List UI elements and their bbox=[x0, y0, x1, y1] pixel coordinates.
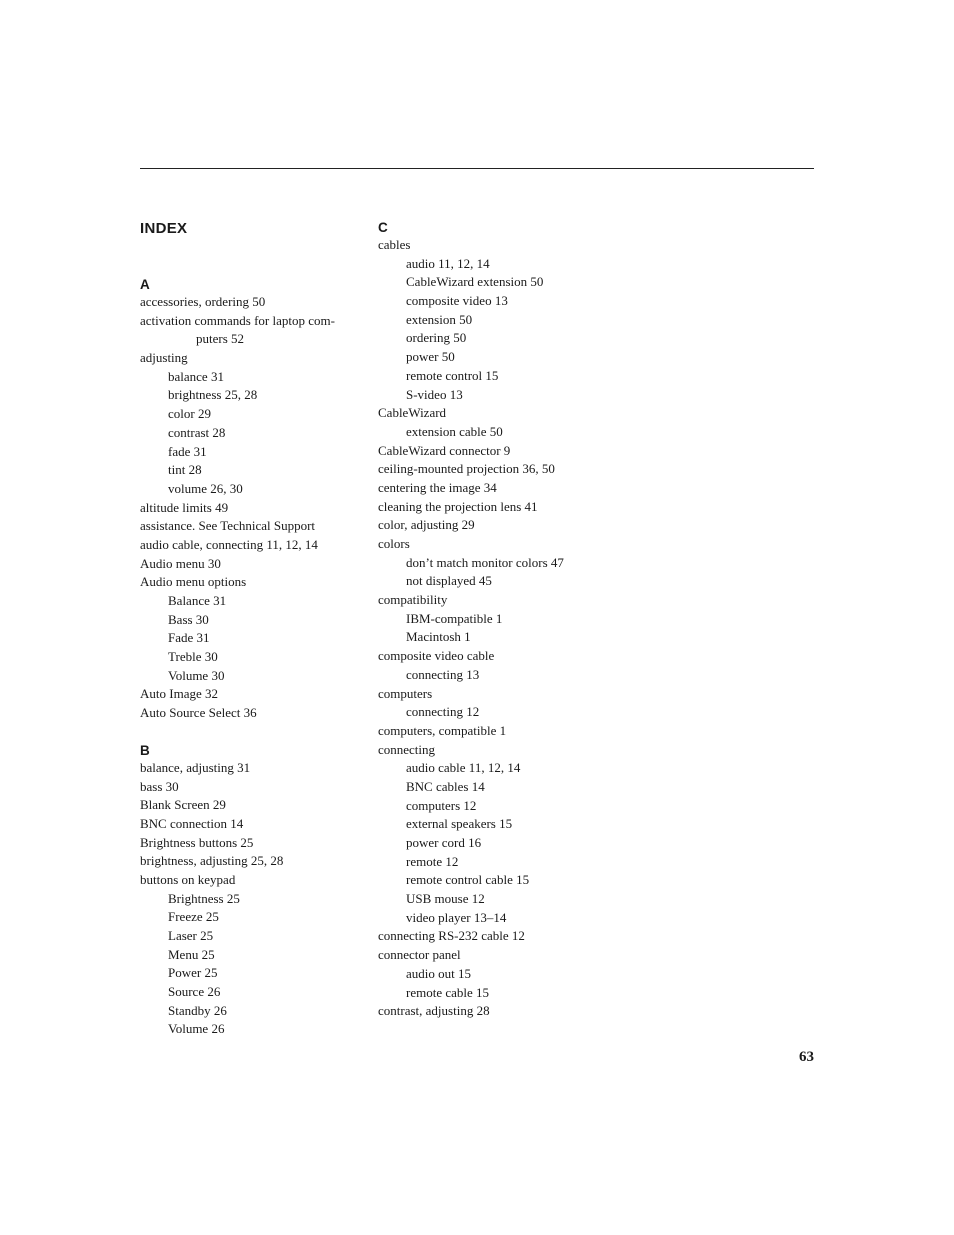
index-entry: balance, adjusting 31 bbox=[140, 759, 251, 775]
index-subentry: remote 12 bbox=[406, 853, 459, 869]
index-entry: composite video cable bbox=[378, 648, 495, 664]
index-subentry: Macintosh 1 bbox=[406, 629, 471, 645]
index-entry: audio cable, connecting 11, 12, 14 bbox=[140, 536, 318, 552]
index-subentry: don’t match monitor colors 47 bbox=[406, 554, 564, 570]
index-entry: Auto Image 32 bbox=[140, 686, 218, 702]
index-subentry: brightness 25, 28 bbox=[168, 387, 258, 403]
index-subentry: remote cable 15 bbox=[406, 984, 490, 1000]
index-subentry: ordering 50 bbox=[406, 330, 467, 346]
index-subentry: extension cable 50 bbox=[406, 423, 503, 439]
index-entry: Audio menu options bbox=[140, 574, 247, 590]
index-entry: color, adjusting 29 bbox=[378, 517, 475, 533]
index-column-right bbox=[378, 219, 608, 1021]
index-subentry: volume 26, 30 bbox=[168, 480, 243, 496]
index-subentry: Treble 30 bbox=[168, 649, 218, 665]
index-entry: Audio menu 30 bbox=[140, 555, 221, 571]
index-entry: computers, compatible 1 bbox=[378, 722, 507, 738]
index-subentry: video player 13–14 bbox=[406, 909, 507, 925]
index-subentry: Balance 31 bbox=[168, 593, 227, 608]
index-section-b bbox=[140, 742, 370, 1039]
index-subentry: USB mouse 12 bbox=[406, 891, 485, 907]
index-subentry: audio cable 11, 12, 14 bbox=[406, 760, 521, 776]
index-entry: Brightness buttons 25 bbox=[140, 834, 254, 850]
index-subentry: Freeze 25 bbox=[168, 909, 219, 925]
index-entry: buttons on keypad bbox=[140, 871, 236, 887]
index-subentry: Volume 30 bbox=[168, 667, 225, 683]
section-letter: B bbox=[140, 742, 150, 758]
index-entry: altitude limits 49 bbox=[140, 499, 229, 515]
index-section-c bbox=[378, 219, 608, 1021]
index-subentry: puters 52 bbox=[196, 331, 245, 347]
index-subentry: extension 50 bbox=[406, 311, 473, 327]
index-entry: colors bbox=[378, 536, 410, 551]
index-subentry: computers 12 bbox=[406, 797, 477, 813]
index-subentry: power 50 bbox=[406, 349, 455, 365]
index-section-a bbox=[140, 276, 370, 723]
index-entry: CableWizard connector 9 bbox=[378, 442, 511, 458]
index-subentry: composite video 13 bbox=[406, 293, 508, 309]
index-subentry: tint 28 bbox=[168, 462, 202, 478]
index-subentry: BNC cables 14 bbox=[406, 778, 485, 794]
index-subentry: remote control cable 15 bbox=[406, 872, 530, 888]
index-subentry: power cord 16 bbox=[406, 835, 482, 850]
index-entry: compatibility bbox=[378, 592, 448, 608]
index-subentry: balance 31 bbox=[168, 368, 224, 384]
index-entry: centering the image 34 bbox=[378, 479, 497, 495]
index-subentry: Menu 25 bbox=[168, 946, 215, 962]
index-entry: cables bbox=[378, 237, 411, 252]
index-subentry: audio 11, 12, 14 bbox=[406, 255, 490, 271]
index-subentry: Fade 31 bbox=[168, 630, 210, 646]
index-entry: computers bbox=[378, 685, 433, 701]
index-entry: adjusting bbox=[140, 350, 188, 366]
index-subentry: Source 26 bbox=[168, 984, 221, 1000]
index-subentry: color 29 bbox=[168, 406, 211, 422]
index-subentry: not displayed 45 bbox=[406, 573, 492, 589]
index-entry: connector panel bbox=[378, 947, 461, 963]
index-entry: brightness, adjusting 25, 28 bbox=[140, 853, 284, 869]
index-entry: assistance. See Technical Support bbox=[140, 518, 316, 534]
index-subentry: CableWizard extension 50 bbox=[406, 274, 544, 290]
index-entry: connecting RS-232 cable 12 bbox=[378, 928, 525, 944]
index-entry: CableWizard bbox=[378, 405, 447, 421]
index-title: INDEX bbox=[140, 220, 188, 237]
index-entry: Blank Screen 29 bbox=[140, 797, 226, 813]
index-subentry: Power 25 bbox=[168, 965, 218, 981]
page-number: 63 bbox=[799, 1049, 814, 1065]
index-entry: connecting bbox=[378, 741, 436, 757]
index-subentry: Brightness 25 bbox=[168, 890, 240, 906]
index-subentry: audio out 15 bbox=[406, 965, 471, 981]
index-entry: contrast, adjusting 28 bbox=[378, 1003, 490, 1019]
index-subentry: contrast 28 bbox=[168, 424, 226, 440]
index-column-left bbox=[140, 276, 370, 1039]
index-entry: activation commands for laptop com- bbox=[140, 312, 335, 328]
section-letter: A bbox=[140, 277, 150, 292]
index-subentry: Volume 26 bbox=[168, 1021, 225, 1037]
index-entry: BNC connection 14 bbox=[140, 815, 244, 831]
index-entry: bass 30 bbox=[140, 778, 179, 794]
index-subentry: external speakers 15 bbox=[406, 816, 513, 832]
index-subentry: Bass 30 bbox=[168, 611, 209, 627]
index-subentry: fade 31 bbox=[168, 443, 207, 459]
index-subentry: IBM-compatible 1 bbox=[406, 610, 503, 626]
header-rule bbox=[140, 168, 814, 169]
index-entry: Auto Source Select 36 bbox=[140, 705, 257, 721]
index-subentry: connecting 12 bbox=[406, 704, 480, 720]
index-subentry: S-video 13 bbox=[406, 386, 463, 402]
index-subentry: connecting 13 bbox=[406, 666, 480, 682]
index-subentry: Standby 26 bbox=[168, 1002, 227, 1018]
index-entry: accessories, ordering 50 bbox=[140, 294, 266, 309]
index-entry: cleaning the projection lens 41 bbox=[378, 498, 538, 514]
index-entry: ceiling-mounted projection 36, 50 bbox=[378, 461, 555, 477]
index-subentry: Laser 25 bbox=[168, 928, 214, 943]
index-subentry: remote control 15 bbox=[406, 367, 499, 383]
section-letter: C bbox=[378, 220, 388, 235]
